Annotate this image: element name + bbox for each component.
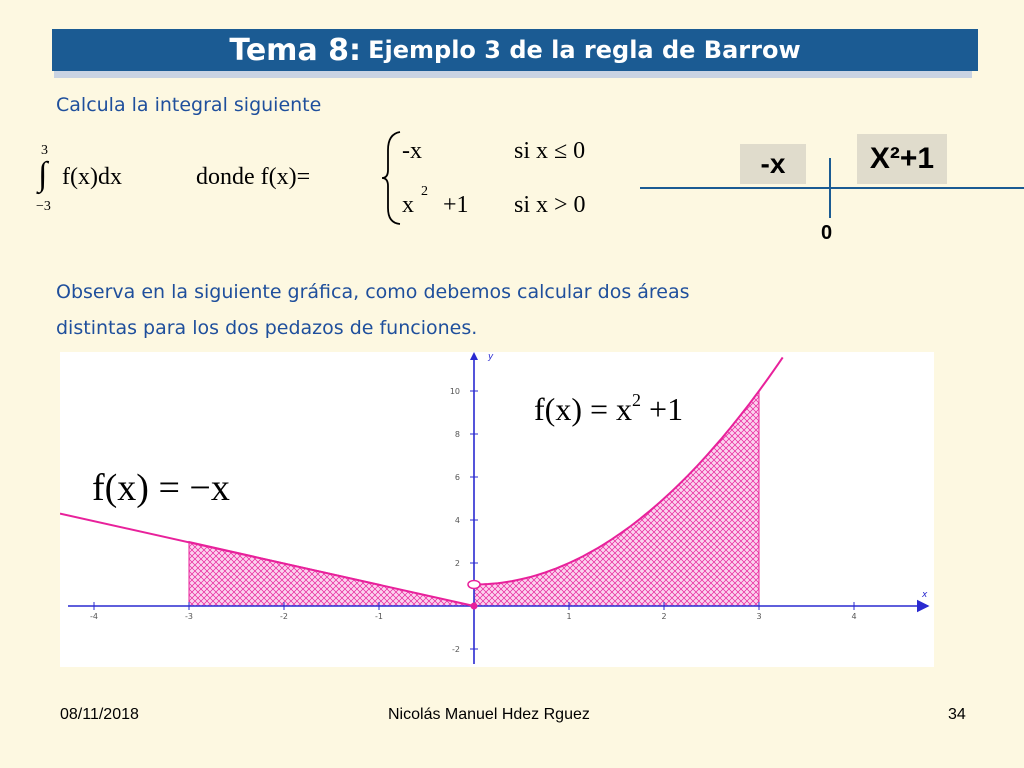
case1-expression: -x	[402, 138, 422, 164]
number-line-divider	[829, 158, 831, 218]
zero-point-label: 0	[821, 222, 833, 244]
y-tick-label: 6	[454, 473, 460, 482]
point-open-one	[468, 581, 480, 589]
point-filled-origin	[471, 603, 478, 610]
y-axis-label: y	[488, 352, 494, 362]
right-piece-label: X²+1	[857, 134, 947, 184]
footer-date: 08/11/2018	[60, 706, 139, 723]
title-main: Tema 8:	[229, 32, 362, 68]
formula-right-piece	[534, 390, 683, 428]
x-tick-label: -1	[375, 612, 383, 621]
formula-left-piece: f(x) = −x	[92, 467, 230, 509]
y-tick-label: 8	[454, 430, 460, 439]
donde-text: donde f(x)=	[196, 164, 311, 190]
cases-brace	[380, 130, 404, 226]
graph-panel	[60, 352, 934, 667]
y-tick-label: 10	[449, 387, 460, 396]
y-axis-arrow	[470, 352, 478, 360]
case2-rest: +1	[443, 192, 469, 218]
y-tick-label: 2	[454, 559, 460, 568]
y-tick-label: 4	[454, 516, 460, 525]
case1-condition: si x ≤ 0	[514, 138, 586, 164]
x-tick-label: -4	[90, 612, 98, 621]
title-sub: Ejemplo 3 de la regla de Barrow	[368, 36, 801, 64]
integral-upper-limit: 3	[41, 143, 48, 158]
formula-right-exp: 2	[632, 390, 642, 410]
number-line	[640, 187, 1024, 189]
formula-right-pre: f(x) = x	[534, 391, 633, 427]
integrand: f(x)dx	[62, 164, 122, 190]
title-bar	[52, 29, 978, 71]
observation-line-2: distintas para los dos pedazos de funciones.	[56, 317, 478, 339]
case2-exponent: 2	[421, 184, 428, 199]
x-tick-label: 1	[566, 612, 572, 621]
y-tick-label: -2	[452, 645, 460, 654]
formula-right-post: +1	[649, 391, 684, 427]
integral-sign: ∫	[38, 156, 48, 193]
x-tick-label: 3	[756, 612, 762, 621]
left-piece-label: -x	[740, 144, 806, 184]
case2-condition: si x > 0	[514, 192, 586, 218]
footer-author: Nicolás Manuel Hdez Rguez	[388, 706, 590, 723]
integral-lower-limit: −3	[36, 199, 51, 214]
x-tick-label: 2	[661, 612, 667, 621]
footer-page: 34	[948, 706, 966, 723]
case2-base: x	[402, 192, 414, 218]
observation-line-1: Observa en la siguiente gráfica, como debemos calcular dos áreas	[56, 281, 690, 303]
x-axis-label: x	[922, 590, 928, 600]
x-tick-label: -2	[280, 612, 288, 621]
instruction-text: Calcula la integral siguiente	[56, 94, 322, 116]
x-tick-label: -3	[185, 612, 193, 621]
x-tick-label: 4	[851, 612, 857, 621]
